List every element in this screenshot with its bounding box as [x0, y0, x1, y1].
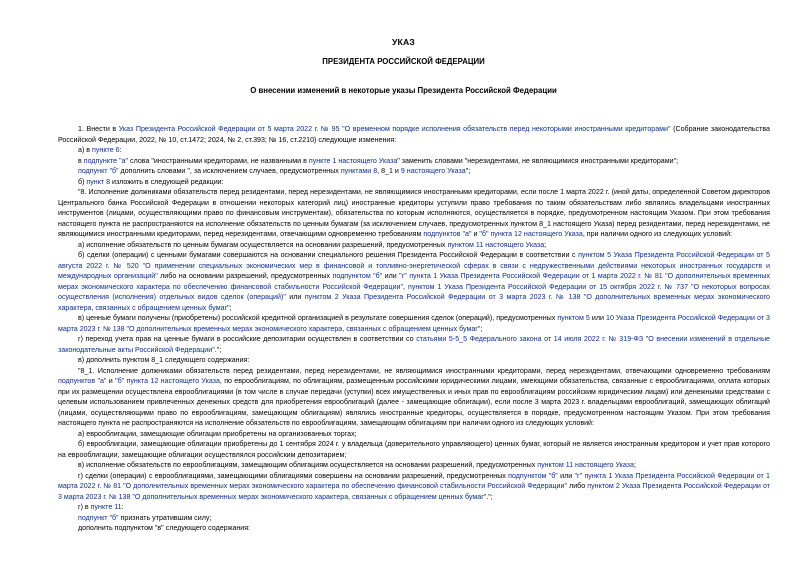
document-link[interactable]: "б" пункта 12 настоящего Указа — [479, 230, 583, 238]
paragraph — [58, 240, 770, 251]
paragraph — [58, 166, 770, 177]
paragraph-text: или — [589, 314, 606, 322]
paragraph — [58, 523, 770, 534]
document-link[interactable]: пункте 1 настоящего Указа — [308, 156, 398, 165]
paragraph-text: дополнить подпунктом "в" следующего содержания: — [78, 524, 251, 532]
paragraph-text: , — [403, 282, 408, 291]
document-link[interactable]: пункт 8 — [86, 177, 111, 186]
document-link[interactable]: пункте 11 — [90, 503, 122, 511]
paragraph-text: г) сделки (операции) с еврооблигациями, замещающими облигациями совершены на основании разрешений, предусмотренных — [78, 471, 509, 480]
document-link[interactable]: подпунктом "б" — [508, 471, 558, 480]
document-link[interactable]: пунктами 8 — [340, 167, 378, 175]
document-title: УКАЗ — [392, 37, 415, 47]
paragraph-text: : — [119, 146, 122, 154]
paragraph-text: либо на основании разрешений, предусмотренных — [157, 272, 333, 280]
paragraph — [58, 334, 770, 355]
paragraph — [58, 513, 770, 524]
document-link[interactable]: подпунктов "а" — [58, 377, 107, 385]
paragraph-text: (Собрание законодательства Российской Федерации, 2022, № 10, ст.1472; 2024, № 2, ст.393; № 16, ст.2210) следующие изменения: — [58, 125, 770, 144]
document-link[interactable]: подпунктом "б" — [332, 272, 383, 280]
paragraph-text: признать утратившим силу; — [118, 513, 212, 522]
paragraph — [58, 313, 770, 334]
paragraph-text: "; — [465, 167, 471, 175]
paragraph-text: , 8_1 и — [377, 167, 401, 175]
paragraph-text: и — [471, 230, 480, 238]
paragraph-text: ; — [229, 303, 232, 312]
paragraph-text: "8. Исполнение должниками обязательств перед резидентами, перед нерезидентами, не являющимися иностранными кредиторами, если после 1 марта 2022 г. (иной даты, определенной Советом директоров Центрального банка Российской Федерации в отношении некоторых категорий лиц) иностранные кредиторы уступили право требования по таким обязательствам либо являлись владельцами иностранных инструментов (лицами, осуществляющими право по финансовым инструментам), обязательства по которым исполняются, осуществляется в порядке, предусмотренном настоящим Указом. При этом требования настоящего пункта не распространяются на исполнение обязательств по ценным бумагам (за исключением случаев, предусмотренных пунктом 8_1 настоящего Указа) перед резидентами, перед нерезидентами, не являющимися иностранными кредиторами, перед нерезидентами, отвечающими одновременно требованиям — [58, 188, 770, 238]
document-subtitle: ПРЕЗИДЕНТА РОССИЙСКОЙ ФЕДЕРАЦИИ — [322, 57, 485, 66]
paragraph — [58, 250, 770, 313]
document-link[interactable]: пунктом 5 — [557, 314, 590, 322]
paragraph-text: или — [382, 272, 400, 280]
document-link[interactable]: пунктом 11 настоящего Указа — [537, 461, 634, 469]
paragraph — [58, 429, 770, 440]
paragraph-text: , при наличии одного из следующих условий: — [582, 230, 733, 238]
paragraph-text: или — [285, 293, 305, 301]
paragraph-text: ; — [480, 324, 483, 333]
paragraph-text: изложить в следующей редакции: — [110, 177, 224, 186]
paragraph-text: а) исполнение обязательств по ценным бумагам осуществляется на основании разрешений, предусмотренных — [78, 240, 448, 249]
paragraph-text: г) переход учета прав на ценные бумаги в российские депозитарии осуществлен в соответствии со — [78, 335, 417, 343]
paragraph-text: ."; — [486, 492, 493, 501]
paragraph — [58, 156, 770, 167]
paragraph-text: 1. Внести в — [78, 125, 119, 133]
paragraph-text: ; — [633, 461, 636, 469]
paragraph — [58, 460, 770, 471]
document-heading: О внесении изменений в некоторые указы Президента Российской Федерации — [250, 86, 557, 95]
document-link[interactable]: подпунктов "а" — [423, 230, 472, 238]
document-link[interactable]: статьями 5-5_5 Федерального закона от 14 июля 2022 г. № 319-ФЗ "О внесении изменений в отдельные законодательные акты Российской Федерации" — [58, 335, 770, 354]
paragraph-text: слова "иностранными кредиторами, не названными в — [128, 156, 309, 165]
document-link[interactable]: 9 настоящего Указа — [400, 167, 466, 175]
document-link[interactable]: подпункте "а" — [83, 156, 129, 165]
paragraph-text: б) еврооблигации, замещающие облигации приобретены до 1 сентября 2024 г. у владельца (доверительного управляющего) ценных бумаг, который не является иностранным кредитором и учет прав которого на еврооблигации, замещающие облигации осуществлялся российским депозитарием; — [58, 440, 770, 459]
paragraph-text: : — [121, 503, 124, 511]
paragraph — [58, 177, 770, 188]
paragraph — [58, 124, 770, 145]
paragraph — [58, 187, 770, 240]
paragraph — [58, 366, 770, 429]
paragraph-text: а) в — [78, 146, 93, 154]
paragraph-text: дополнить словами ", за исключением случаев, предусмотренных — [118, 167, 341, 175]
paragraph-text: либо — [567, 482, 588, 490]
document-link[interactable]: Указ Президента Российской Федерации от 5 марта 2022 г. № 95 "О временном порядке исполнения обязательств перед некоторыми иностранными кредиторами" — [118, 125, 671, 133]
paragraph — [58, 471, 770, 503]
paragraph-text: " заменить словами "нерезидентами, не являющимися иностранными кредиторами"; — [397, 156, 679, 165]
paragraph-text: в) исполнение обязательств по еврооблигациям, замещающим облигациям осуществляется на основании разрешений, предусмотренных — [78, 461, 538, 469]
paragraph-text: б) сделки (операции) с ценными бумагами совершаются на основании специального решения Президента Российской Федерации в соответствии с — [78, 251, 579, 259]
paragraph-text: в — [78, 156, 84, 165]
document-link[interactable]: "г" пункта 1 Указа Президента Российской Федерации от 1 марта 2022 г. № 81 "О дополнительных временных мерах экономического характера по обеспечению финансовой стабильности Российской Федерации" — [58, 471, 770, 490]
document-link[interactable]: пунктом 2 Указа Президента Российской Федерации от 3 марта 2023 г. № 138 "О дополнительных временных мерах экономического характера, связанных с обращением ценных бумаг" — [58, 482, 770, 501]
paragraph-text: и — [106, 377, 116, 385]
document-link[interactable]: пунктом 5 Указа Президента Российской Федерации от 5 августа 2022 г. № 520 "О применении специальных экономических мер в финансовой и топливно-энергетической сферах в связи с недружественными действиями некоторых иностранных государств и международных организаций" — [58, 251, 770, 280]
document-link[interactable]: "г" пункта 1 Указа Президента Российской Федерации от 1 марта 2022 г. № 81 "О дополнительных временных мерах экономического характера по обеспечению финансовой стабильности Российской Федерации" — [58, 272, 770, 291]
document-link[interactable]: 10 Указа Президента Российской Федерации от 3 марта 2023 г. № 138 "О дополнительных временных мерах экономического характера, связанных с обращением ценных бумаг" — [58, 314, 770, 333]
document-body — [58, 124, 770, 534]
document-link[interactable]: пункте 6 — [92, 146, 120, 154]
paragraph-text: "8_1. Исполнение должниками обязательств перед резидентами, перед нерезидентами, не являющимися иностранными кредиторами, перед нерезидентами, отвечающими одновременно требованиям — [78, 366, 770, 375]
paragraph-text: , по еврооблигациям, по облигациям, размещенным российскими юридическими лицами, имеющими обязательства, связанные с еврооблигациями, оплата которых при их размещении осуществлена еврооблигациями (в том числе в случае передачи (уступки) всех имущественных и иных прав по еврооблигациям российским юридическим лицам) или денежными средствами с целевым использованием привлеченных денежных средств для приобретения еврооблигаций (далее - замещающие облигации), если после 3 марта 2023 г. владельцами еврооблигаций, замещающих облигаций (лицами, осуществляющими право по еврооблигациям, замещающим облигациям) являлись иностранные кредиторы, осуществляется в порядке, предусмотренном настоящим Указом. При этом требования настоящего пункта не распространяются на исполнение обязательств по еврооблигациям, замещающим облигациям при наличии одного из следующих условий: — [58, 377, 770, 427]
document-link[interactable]: подпункт "б" — [78, 167, 119, 175]
paragraph-text: б) — [78, 177, 87, 186]
paragraph-text: а) еврооблигации, замещающие облигации приобретены на организованных торгах; — [78, 429, 357, 438]
document-link[interactable]: пунктом 1 Указа Президента Российской Федерации от 15 октября 2022 г. № 737 "О некоторых вопросах осуществления (исполнения) отдельных видов сделок (операций)" — [58, 282, 770, 301]
document-link[interactable]: пунктом 11 настоящего Указа — [447, 240, 545, 249]
document-link[interactable]: подпункт "б" — [78, 513, 119, 522]
paragraph-text: г) в — [78, 503, 91, 511]
paragraph — [58, 145, 770, 156]
paragraph-text: ."; — [214, 345, 222, 354]
paragraph-text: в) дополнить пунктом 8_1 следующего содержания: — [78, 356, 250, 364]
paragraph-text: в) ценные бумаги получены (приобретены) российской кредитной организацией в результате совершения сделок (операций), предусмотренных — [78, 314, 558, 322]
document-link[interactable]: "б" пункта 12 настоящего Указа — [115, 377, 220, 385]
paragraph — [58, 502, 770, 513]
paragraph — [58, 439, 770, 460]
paragraph-text: ; — [544, 240, 547, 249]
paragraph — [58, 355, 770, 366]
paragraph-text: или — [557, 471, 575, 480]
document-link[interactable]: пунктом 2 Указа Президента Российской Федерации от 3 марта 2023 г. № 138 "О дополнительных временных мерах экономического характера, связанных с обращением ценных бумаг" — [58, 293, 770, 312]
